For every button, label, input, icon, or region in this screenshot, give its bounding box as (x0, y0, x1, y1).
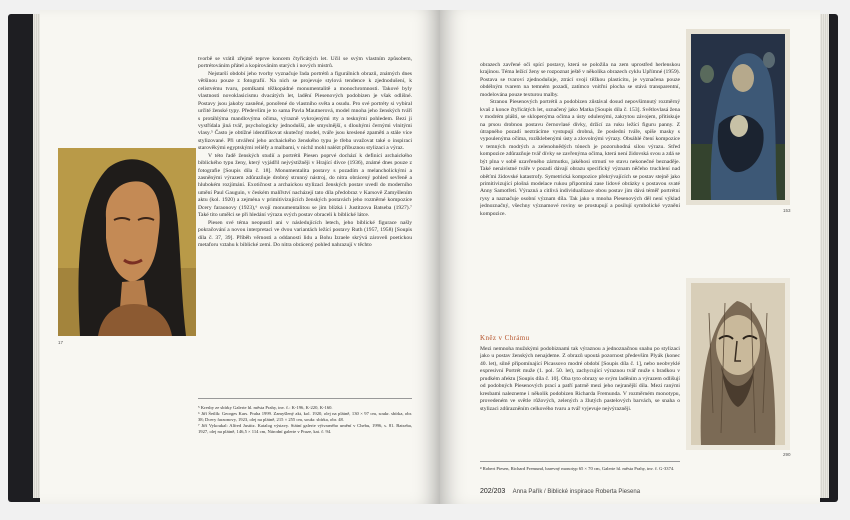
right-section-text (480, 346, 680, 451)
footnote: ⁸ Robert Piesen, Richard Fremund, barevný monotyp 65 × 70 cm, Galerie hl. města Prahy, inv. č. G-3374. (480, 466, 675, 471)
paragraph: obrazech zavřené oči spící postavy, která se položila na zem uprostřed herlenskou krajinou. Téma ležící ženy se rozpoznat ještě v několika obrazech cyklu Upřímné (1959). Postava se tvaroví zjednodušuje, ztrácí svojí těžkou plasticitu, je vyznačena pouze obdélným tvarem na temném pozadí, zatímco vnitřní plocha se stává transparentní, modelována pouze texturou malby. (480, 62, 680, 98)
right-footnote (480, 461, 680, 472)
left-body-text (198, 56, 412, 386)
left-page (40, 10, 440, 504)
footnote: ⁵ Kresby ze sbírky Galerie hl. města Prahy, inv. č.: K-196, K-220, K-160. (198, 405, 333, 410)
portrait-woman-painting (58, 148, 196, 336)
painting-number: 290 (783, 452, 791, 457)
section-heading: Kněz v Chrámu (480, 334, 530, 342)
right-page (440, 10, 820, 504)
paragraph: tvorbě se vrátil zřejmě teprve koncem čtyřicátých let. Učil se svým vlastním způsobem, portrétováním přátel a kopírováním starých i nových mistrů. (198, 56, 412, 70)
paragraph: Mezi nemnoha mužskými podobiznami tak výraznou a jednoznačnou snahu po stylizaci jako u postav ženských nenajdeme. Z obrazů upoutá pozornost především Plyák (konec 40. let), silně připomínající Picassovo modré období [Soupis díla č. 1], nebo neobvyklé expresivní Portrét muže (1. pol. 50. let), zachycující výraznou tvář muže s bradkou v prudkém afektu [Soupis díla č. 10]. Oba tyto obrazy se svým laděním a výrazem odlišují od podobných Piesenových prací a patří patrně mezi jeho nejranější díla. Mezi ranými kresbami nalezneme i několik podobizen Richarda Fremunda. V rozměrném monotypu, provedeném ve světle růžových, zelených a žlutých pastelových barvách, se snaha o stylizaci zdůrazněním celkového tvaru a tvář vyjevuje nejvýrazněji. (480, 346, 680, 412)
paragraph: Piesen své téma neopustil ani v následujících letech, jeho biblické figurace našly pokračování a novou interpretaci ve dvou variantách ležící postavy Ruth (1957, 1958) [Soupis díla č. 37, 39]. Příběh věrnosti a oddanosti lidu a Bohu Izraele skrývá zároveň poetickou metaforu vztahu k biblické zemi. Do nitra obrácený pohled nahrazují v těchto (198, 219, 412, 248)
page-footer (480, 488, 640, 495)
right-body-text (480, 62, 680, 332)
paragraph: V této řadě ženských studií a portrétů Piesen poprvé dochází k definici archaického biblického typu ženy, který vyjádřil nejvýstižněji v Hrající dívce (1936), známé dnes pouze z fotografie [Soupis díla č. 18]. Monumentalita postavy s pozadím a melancholickými a zasněnými výrazem zdůrazňuje drobný strunný nástroj, do nitra obrácený pohled sevřeně a hlubokém rozjímání. Exotičnost a archaickou stylizaci ženských postav uvedl do moderního umění Paul Gauguin, v českém malířství nacházejí tato díla předobraz v Karsově Zamyšlením aktu (kol. 1920) a zejména v primitivizujících ženských postavách jeho rozměrné kompozice Dcery faraonovy (1923),⁶ svojí monumentalitou se jim blízká i Justitzova Batseba (1927).⁷ Také tito umělci se při hledání výrazu svých postav obraceli k biblické látce. (198, 152, 412, 219)
left-footnotes (198, 398, 412, 435)
running-title: Anna Pařík / Biblické inspirace Roberta Piesena (512, 489, 641, 495)
folio: 202/203 (480, 488, 506, 495)
mother-painting (686, 29, 790, 205)
paragraph: Stranou Piesenových portrétů a podobizen zůstával dosud nepovšimnutý rozměrný kvaš z konce čtyřicátých let, označený jako Matka [Soupis díla č. 153]. Světlovlasá žena v modrém plášti, se sklopenýma očima a ústy odulenými, zakrytou závojem, přitiskuje na prsou drobnou postavu černovlasé dívky, držící za ruku ležící figuru panny. Z útrapného pozadí neztrácíme vystupují drobná, že poslední tváře, spíše masky s vypoulenýma očima, rozšklebenými ústy a zlovolnými výrazy. Obsáhlé čtení kompozice v temných modrých a zelenohnědých tónech je pozoruhodná silou výrazu. Střed kompozice zdůrazňuje tvář dívky se zavřenýma očima, která není židovská svou a zdá se být plna v sobě uzavřeného zármutku, jakéhosi strnutí ve stavu nekonečné beznaděje. Také nenávistné tváře v pozadí dávají obrazu specifický význam něčeho truchlení nad oběťmi židovské katastrofy. Symetrická kompozice překrývajících se postav stejně jako primitivizující plošná modelace rukou připomíná zase lidové obrázky s postavou svaté Anny Samotřetí. Výrazná a citlivá individualizace obou postav jim dává téměř portrétní rysy a naznačuje osobní význam díla. Tak jako u mnoha Piesenových děl není výklad jednoznačný, všechny významové roviny se prostupují a posilují symbolické vyznění kompozice. (480, 99, 680, 217)
left-page-edges (33, 14, 40, 498)
footnote: ⁶ Jiří Šetlík: Georges Kars. Praha 1999. Zamyšlený akt, kol. 1920, olej na plátně, 130 × 97 cm, soukr. sbírka, obr. 38; Dcery faraonovy, 1923, olej na plátně, 215 × 255 cm, soukr. sbírka, obr. 48. (198, 411, 412, 423)
painting-number: 153 (783, 208, 791, 213)
footnote: ⁷ Jiří Vykoukal: Alfred Justitz. Katalog výstavy. Státní galerie výtvarného umění v Chebu, 1996, s. 81. Batseba, 1927, olej na plátně, 146,5 × 114 cm, Národní galerie v Praze, kat. č. 94. (198, 423, 412, 435)
paragraph: Nejstarší období jeho tvorby vyznačuje řada portrétů a figurálních obrazů, známých dnes většinou pouze z fotografií. Na nich se projevuje stylová tendence k zjednodušení, k celistvému tvaru, pomlkami těžkopádné monumentalitě a monochromnosti. Takové byly vlastnosti novoklasicismu dvacátých let, ladění Piesenových podobizen je však odlišné. Postavy jsou jakoby zasněné, ponořené do vlastního světa a osudu. Pro své portréty si vybíral určité ženské typy. Především je to sama Pavla Mautnerová, model mnoha jeho ženských tváří s protáhlýma mandlovýma očima, výrazně vykrojenými rty a tesknými pohledem. Bezi ji vystřídala jiná tvář, psychologicky jednodušší, ale smyslnější, s dlouhými černými vlnitými vlasy.⁵ Často je obtížné identifikovat skutečný model, tváře jsou kreslené zpaměti a stále více stylizované. Při utváření jeho archaického ženského typu je třeba uvažovat také o inspiraci starověkými egyptskými reliéfy a malbami, v nichž mohl nalézt příbuznou stylizaci a výraz. (198, 70, 412, 152)
painting-number: 17 (58, 340, 64, 345)
priest-etching (686, 278, 790, 450)
right-page-edges (820, 14, 829, 498)
